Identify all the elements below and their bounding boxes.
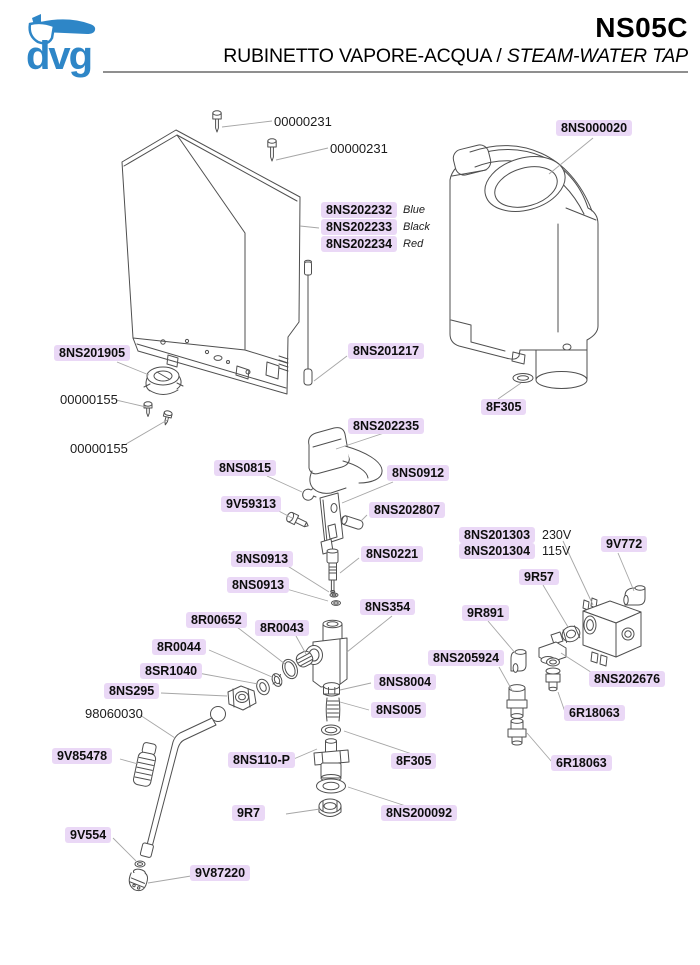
- stem-rings-drawing: [330, 593, 341, 605]
- tag-8ns201303: 8NS201303: [459, 527, 535, 543]
- fitting-6R18063-b-drawing: [508, 719, 526, 745]
- screw-00000231-b: [268, 139, 276, 161]
- voltage-note-115v: 115V: [542, 544, 571, 558]
- tag-8ns202232: 8NS202232: [321, 202, 397, 218]
- tag-8ns205924: 8NS205924: [428, 650, 504, 666]
- tag-8ns202234-row: [321, 236, 423, 252]
- tag-9r7: 9R7: [232, 805, 265, 821]
- color-note-blue: Blue: [403, 204, 426, 216]
- water-tank-drawing: [450, 143, 598, 388]
- tag-8ns0221: 8NS0221: [361, 546, 423, 562]
- title-separator: /: [496, 45, 502, 67]
- title-italian: RUBINETTO VAPORE-ACQUA: [223, 45, 492, 67]
- tag-8ns202233-row: [321, 219, 430, 235]
- ref-00000155-b: 00000155: [70, 441, 128, 456]
- cover-panel-drawing: [122, 130, 300, 394]
- tag-8ns354: 8NS354: [360, 599, 415, 615]
- tag-8ns202234: 8NS202234: [321, 236, 397, 252]
- tag-9v554: 9V554: [65, 827, 111, 843]
- tag-9r57: 9R57: [519, 569, 559, 585]
- tee-fitting-drawing: [539, 632, 566, 666]
- tag-8r00652: 8R00652: [186, 612, 247, 628]
- washer-8SR1040-drawing: [254, 677, 271, 696]
- tag-8ns202232-row: [321, 202, 425, 218]
- fitting-6R18063-a-drawing: [546, 668, 560, 691]
- valve-body-drawing: [306, 620, 348, 687]
- spout-drawing: [314, 739, 349, 782]
- tag-8ns295: 8NS295: [104, 683, 159, 699]
- ref-98060030: 98060030: [85, 706, 143, 721]
- tag-9v772: 9V772: [601, 536, 647, 552]
- tag-8r0044: 8R0044: [152, 639, 206, 655]
- tag-8ns005: 8NS005: [371, 702, 426, 718]
- tag-8ns0913-a: 8NS0913: [231, 551, 293, 567]
- clip-drawing: [303, 489, 316, 501]
- fitting-8NS205924-drawing: [507, 685, 527, 719]
- level-rod-drawing: [304, 260, 312, 385]
- screw-9V59313-drawing: [285, 511, 310, 530]
- tag-8ns201304-row: [459, 543, 570, 559]
- ref-00000231-a: 00000231: [274, 114, 332, 129]
- tag-9v59313: 9V59313: [221, 496, 281, 512]
- valve-spring-drawing: [326, 698, 340, 721]
- valve-stem-drawing: [327, 549, 338, 593]
- title-english: STEAM-WATER TAP: [506, 45, 688, 67]
- nut-9R7-drawing: [319, 799, 341, 817]
- tag-9r891: 9R891: [462, 605, 509, 621]
- tag-8ns8004: 8NS8004: [374, 674, 436, 690]
- tag-8ns200092: 8NS200092: [381, 805, 457, 821]
- tag-8ns201905: 8NS201905: [54, 345, 130, 361]
- color-note-red: Red: [403, 238, 424, 250]
- tag-8ns110-p: 8NS110-P: [228, 752, 295, 768]
- tag-8ns202676: 8NS202676: [589, 671, 665, 687]
- tag-9v85478: 9V85478: [52, 748, 112, 764]
- tag-8sr1040: 8SR1040: [140, 663, 202, 679]
- flange-drawing: [144, 367, 183, 395]
- tank-oring-8F305-drawing: [513, 374, 533, 383]
- tag-8ns202235: 8NS202235: [348, 418, 424, 434]
- washer-8R0044-drawing: [270, 672, 283, 688]
- ref-00000155-a: 00000155: [60, 392, 118, 407]
- tag-8ns201304: 8NS201304: [459, 543, 535, 559]
- tag-6r18063-a: 6R18063: [564, 705, 625, 721]
- nut-8NS295-drawing: [228, 686, 256, 710]
- tag-8ns0815: 8NS0815: [214, 460, 276, 476]
- elbow-9V772-drawing: [624, 586, 645, 605]
- washer-8NS200092-drawing: [317, 779, 346, 793]
- screw-00000155-a: [144, 402, 152, 417]
- solenoid-valve-drawing: [583, 598, 641, 666]
- tag-8ns0913-b: 8NS0913: [227, 577, 289, 593]
- tag-8f305-a: 8F305: [481, 399, 526, 415]
- elbow-9R891-drawing: [511, 650, 526, 673]
- logo-wordmark: dvg: [26, 34, 92, 78]
- wand-grip-drawing: [133, 742, 159, 788]
- oring-8F305-b-drawing: [322, 725, 341, 735]
- ref-00000231-b: 00000231: [330, 141, 388, 156]
- nozzle-drawing: [128, 868, 149, 892]
- tag-8f305-b: 8F305: [391, 753, 436, 769]
- bracket-drawing: [320, 493, 343, 554]
- tag-6r18063-b: 6R18063: [551, 755, 612, 771]
- screw-00000231-a: [213, 111, 221, 132]
- tag-8r0043: 8R0043: [255, 620, 309, 636]
- screw-00000155-b: [161, 410, 172, 426]
- tag-9v87220: 9V87220: [190, 865, 250, 881]
- pin-drawing: [340, 515, 364, 530]
- tag-8ns0912: 8NS0912: [387, 465, 449, 481]
- color-note-black: Black: [403, 221, 430, 233]
- outlet-tube-drawing: [140, 707, 226, 858]
- tag-8ns201217: 8NS201217: [348, 343, 424, 359]
- tip-ring-drawing: [135, 861, 145, 867]
- tag-8ns201303-row: [459, 527, 571, 543]
- voltage-note-230v: 230V: [542, 528, 572, 542]
- tag-8ns202233: 8NS202233: [321, 219, 397, 235]
- tag-8ns202807: 8NS202807: [369, 502, 445, 518]
- tag-8ns000020: 8NS000020: [556, 120, 632, 136]
- nut-8NS8004-drawing: [324, 683, 340, 696]
- product-code: NS05C: [595, 12, 688, 43]
